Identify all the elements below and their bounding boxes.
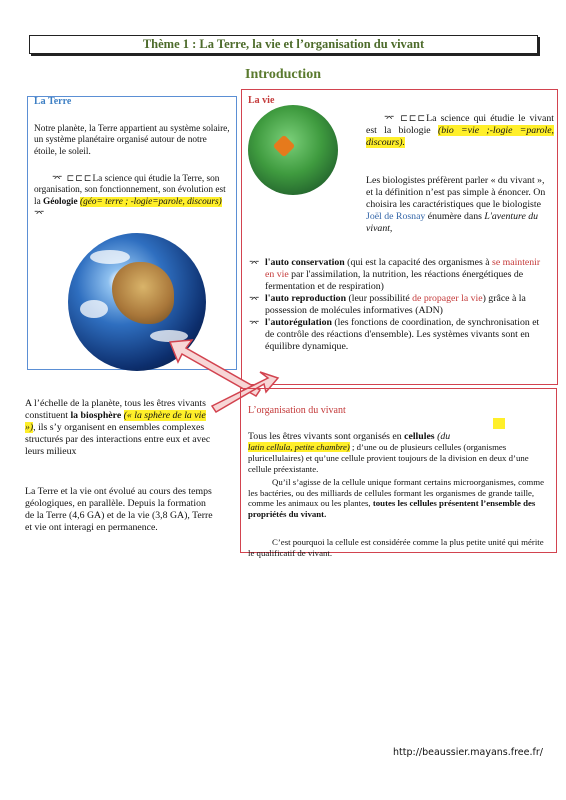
- bullet-item: ⌤ l'auto reproduction (leur possibilité de propager la vie) grâce à la possession de molécules informatives (ADN): [249, 293, 526, 316]
- geologie-paragraph: ⌤ ⊏⊏⊏La science qui étudie la Terre, son organisation, son fonctionnement, son évolution est la Géologie (géo= terre ; -logie=parole, discours) ⌤: [34, 173, 226, 218]
- organisation-heading: L’organisation du vivant: [248, 405, 346, 416]
- vie-heading: La vie: [248, 95, 275, 106]
- bullet-item: ⌤ l'auto conservation (qui est la capacité des organismes à se maintenir en vie par l'assimilation, la nutrition, les réactions énergétiques de fermentation et de respiration): [249, 257, 541, 292]
- footer-url[interactable]: http://beaussier.mayans.free.fr/: [393, 747, 543, 758]
- terre-heading: La Terre: [34, 96, 72, 107]
- highlight: (géo= terre ; -logie=parole, discours): [79, 196, 222, 207]
- proprietes-paragraph: Qu’il s’agisse de la cellule unique formant certains microorganismes, comme les bactéries, ou des milliards de cellules formant les organismes de grande taille, comme les animaux ou les plantes, toutes les cellules présentent l’ensemble des propriétés du vivant.: [248, 477, 544, 519]
- symbol-icon: ⌤: [34, 207, 46, 218]
- biosphere-paragraph: A l’échelle de la planète, tous les êtres vivants constituent la biosphère (« la sphère de la vie »), ils s’y organisent en ensembles complexes structurés par des interactions entre eux et avec leurs milieux: [25, 398, 211, 457]
- evolution-paragraph: La Terre et la vie ont évolué au cours des temps géologiques, en parallèle. Depuis la formation de la Terre (4,6 GA) et de la vie (3,8 GA), Terre et vie ont interagi en permanence.: [25, 486, 213, 533]
- biologie-paragraph: ⌤ ⊏⊏⊏La science qui étudie le vivant est la biologie (bio =vie ;-logie =parole, discours).: [366, 113, 555, 148]
- vivant-paragraph: Les biologistes préfèrent parler « du vivant », et la définition n’est pas simple à énoncer. On choisira les caractéristiques que le biologiste Joël de Rosnay énumère dans L'aventure du vivant,: [366, 175, 546, 234]
- section-title: Introduction: [245, 67, 321, 82]
- vie-bullets: [249, 257, 549, 353]
- highlight: latin cellula, petite chambre): [248, 442, 350, 452]
- highlight: (« la sphère de la vie »): [25, 410, 206, 433]
- cellules-paragraph: Tous les êtres vivants sont organisés en cellules (du latin cellula, petite chambre) ; d’une ou de plusieurs cellules (organismes pluricellulaires) et qu’une cellule provient toujours de la division en deux d’une cellule préexistante.: [248, 431, 529, 474]
- theme-title: Thème 1 : La Terre, la vie et l’organisation du vivant: [29, 35, 538, 54]
- symbol-icon: ⌤ ⊏⊏⊏: [384, 113, 427, 123]
- symbol-icon: ⌤ ⊏⊏⊏: [52, 173, 93, 183]
- highlight: (bio =vie ;-logie =parole, discours).: [366, 125, 555, 148]
- highlight-mark: [493, 418, 505, 429]
- living-earth-image: [248, 105, 338, 195]
- terre-paragraph: Notre planète, la Terre appartient au système solaire, un système planétaire organisé autour de notre étoile, le soleil.: [34, 124, 230, 157]
- bullet-item: ⌤ l'autorégulation (les fonctions de coordination, de synchronisation et de contrôle des réactions d'ensemble). Les systèmes vivants sont en équilibre dynamique.: [249, 317, 540, 352]
- unite-paragraph: C’est pourquoi la cellule est considérée comme la plus petite unité qui mérite le qualificatif de vivant.: [248, 537, 544, 558]
